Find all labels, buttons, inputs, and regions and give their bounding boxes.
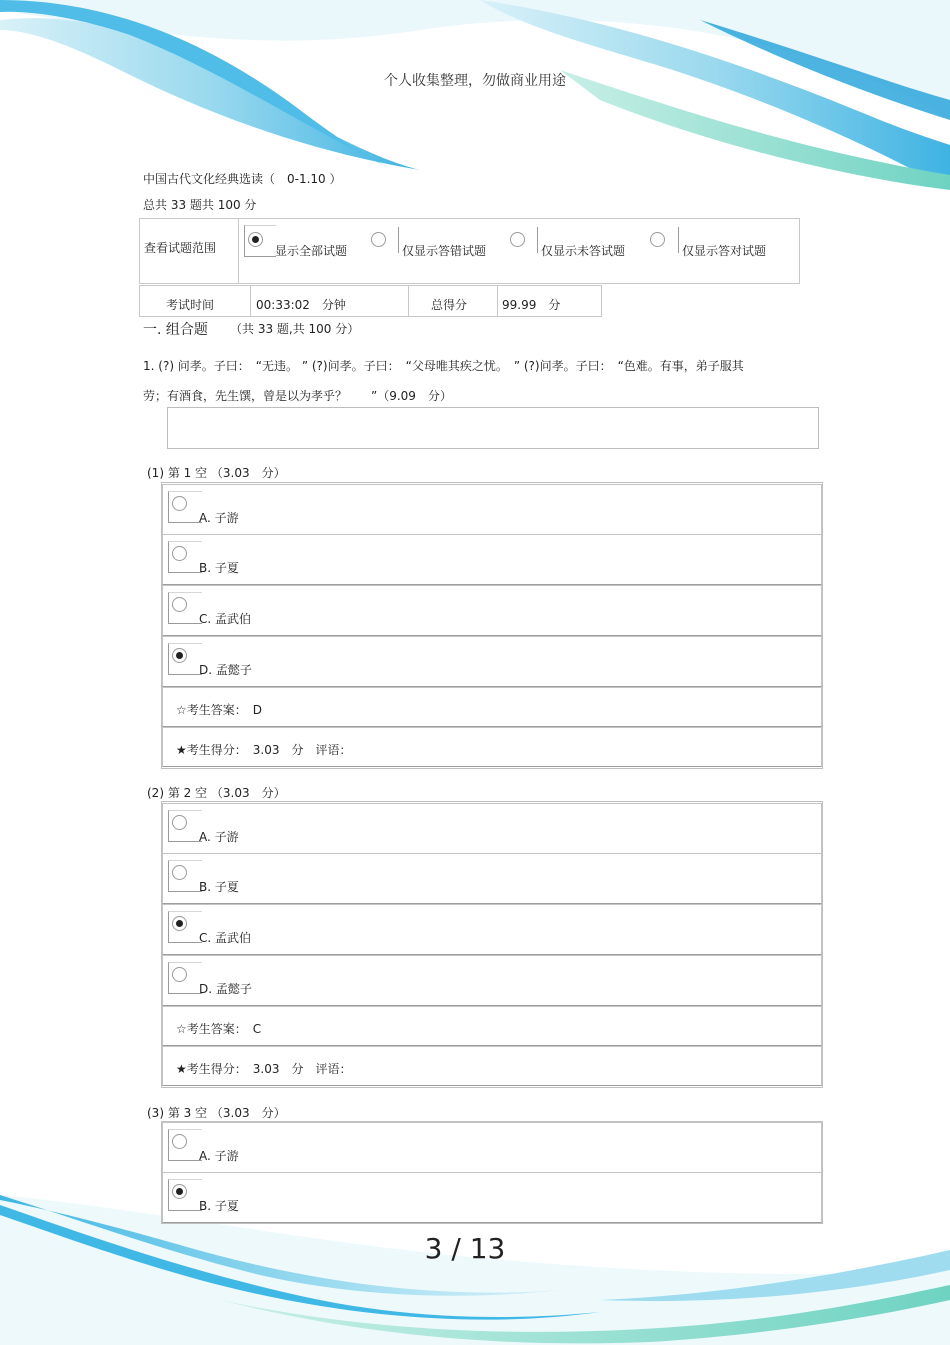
subquestion-3-option-b[interactable]: B. 子夏 [162, 1172, 822, 1223]
header-note: 个人收集整理，勿做商业用途 [384, 73, 566, 89]
option-radio[interactable] [172, 815, 187, 830]
section-title: 一. 组合题 [143, 322, 208, 338]
filter-unanswered-label[interactable]: 仅显示未答试题 [541, 244, 626, 258]
filter-all-radio[interactable] [248, 232, 263, 247]
option-radio-selected[interactable] [172, 916, 187, 931]
option-radio[interactable] [172, 496, 187, 511]
score-value-cell [497, 285, 602, 317]
exam-summary: 总共 33 题共 100 分 [143, 198, 257, 212]
subquestion-1-option-d[interactable]: D. 孟懿子 [162, 636, 822, 687]
option-radio[interactable] [172, 1134, 187, 1149]
filter-correct-radio[interactable] [650, 232, 665, 247]
subquestion-2-option-d[interactable]: D. 孟懿子 [162, 955, 822, 1006]
option-radio[interactable] [172, 967, 187, 982]
option-radio-selected[interactable] [172, 1184, 187, 1199]
exam-title: 中国古代文化经典选读（ 0-1.10 ） [143, 172, 342, 186]
filter-unanswered-radio[interactable] [510, 232, 525, 247]
section-meta: （共 33 题,共 100 分） [230, 322, 360, 336]
subquestion-1-answer: ☆考生答案： D [162, 687, 822, 727]
filter-label: 查看试题范围 [144, 241, 217, 255]
filter-wrong-radio[interactable] [371, 232, 386, 247]
subquestion-1-option-c[interactable]: C. 孟武伯 [162, 585, 822, 636]
option-radio-selected[interactable] [172, 648, 187, 663]
score-label-cell: 总得分 [408, 285, 498, 317]
subquestion-2-title: (2) 第 2 空 （3.03 分） [147, 786, 286, 800]
filter-correct-label: 仅显示答对试题 [682, 244, 767, 258]
question-line-2: 劳；有酒食，先生馔，曾是以为孝乎？ ”（9.09 分） [143, 389, 452, 403]
filter-all-label[interactable]: 显示全部试题 [275, 244, 348, 258]
subquestion-2-option-c[interactable]: C. 孟武伯 [162, 904, 822, 955]
total-score: 99.99 分 [502, 298, 561, 312]
question-line-1: 1. (?) 问孝。子曰： “无违。 ” (?)问孝。子曰： “父母唯其疾之忧。 ” (?)问孝。子曰： “色难。有事，弟子服其 [143, 359, 744, 373]
subquestion-2-option-b[interactable]: B. 子夏 [162, 853, 822, 904]
time-value-cell [250, 285, 409, 317]
question-answer-area [167, 407, 819, 449]
filter-panel [139, 218, 800, 284]
option-radio[interactable] [172, 597, 187, 612]
subquestion-3-option-a[interactable]: A. 子游 [162, 1122, 822, 1173]
subquestion-1-option-a[interactable]: A. 子游 [162, 484, 822, 535]
subquestion-1-score: ★考生得分： 3.03 分 评语： [162, 727, 822, 767]
filter-wrong-label[interactable]: 仅显示答错试题 [402, 244, 487, 258]
time-label-cell: 考试时间 [139, 285, 251, 317]
subquestion-3-title: (3) 第 3 空 （3.03 分） [147, 1106, 286, 1120]
subquestion-2-score: ★考生得分： 3.03 分 评语： [162, 1046, 822, 1086]
time-value: 00:33:02 分钟 [256, 298, 346, 312]
option-radio[interactable] [172, 546, 187, 561]
page-number: 3 / 13 [424, 1232, 506, 1265]
subquestion-2-option-a[interactable]: A. 子游 [162, 803, 822, 854]
subquestion-2-answer: ☆考生答案： C [162, 1006, 822, 1046]
subquestion-1-title: (1) 第 1 空 （3.03 分） [147, 466, 286, 480]
subquestion-1-option-b[interactable]: B. 子夏 [162, 534, 822, 585]
option-radio[interactable] [172, 865, 187, 880]
